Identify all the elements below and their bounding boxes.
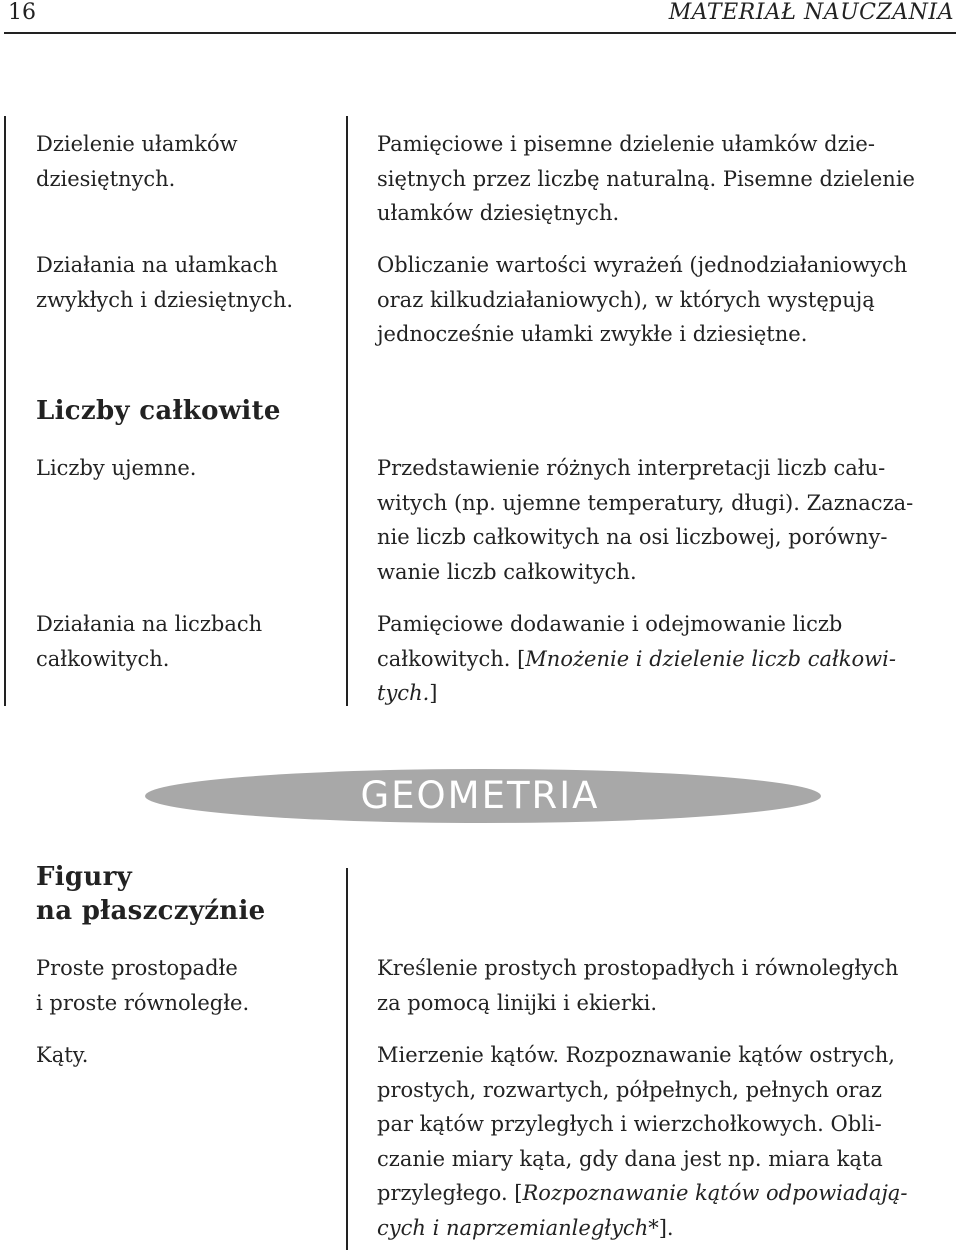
- header-rule: [4, 32, 956, 34]
- topic-cell: Działania na liczbach całkowitych.: [36, 612, 263, 671]
- content-cell: Obliczanie wartości wyrażeń (jednodziałaniowych oraz kilkudziałaniowych), w których występują jednocześnie ułamki zwykłe i dziesiętne.: [377, 253, 908, 346]
- column-divider: [346, 868, 348, 1250]
- topic-cell: Liczby ujemne.: [36, 456, 197, 480]
- content-cell: Kreślenie prostych prostopadłych i równoległych za pomocą linijki i ekierki.: [377, 956, 899, 1015]
- column-divider: [346, 116, 348, 706]
- topic-cell: Kąty.: [36, 1043, 89, 1067]
- content-cell: Przedstawienie różnych interpretacji liczb cału- witych (np. ujemne temperatury, długi). Zaznacza- nie liczb całkowitych na osi liczbowej, porówny- wanie liczb całkowitych.: [377, 456, 914, 584]
- content-cell: Pamięciowe i pisemne dzielenie ułamków dzie- siętnych przez liczbę naturalną. Pisemne dzielenie ułamków dziesiętnych.: [377, 132, 915, 225]
- left-margin-rule: [4, 116, 6, 706]
- topic-cell: Działania na ułamkach zwykłych i dziesiętnych.: [36, 253, 294, 312]
- topic-cell: Dzielenie ułamków dziesiętnych.: [36, 132, 238, 191]
- content-cell: Pamięciowe dodawanie i odejmowanie liczb całkowitych. [Mnożenie i dzielenie liczb całkowi- tych.]: [377, 612, 896, 705]
- page-number: 16: [8, 0, 36, 25]
- topic-cell: Proste prostopadłe i proste równoległe.: [36, 956, 250, 1015]
- section-banner-title: GEOMETRIA: [360, 774, 600, 817]
- section-heading: Liczby całkowite: [36, 396, 281, 426]
- section-heading: Figury na płaszczyźnie: [36, 862, 266, 926]
- content-cell: Mierzenie kątów. Rozpoznawanie kątów ostrych, prostych, rozwartych, półpełnych, pełnych oraz par kątów przyległych i wierzchołkowych. Obli- czanie miary kąta, gdy dana jest np. miara kąta przyległego. [Rozpoznawanie kątów odpowiadają- cych i naprzemianległych*].: [377, 1043, 908, 1240]
- running-header-title: MATERIAŁ NAUCZANIA: [668, 0, 954, 25]
